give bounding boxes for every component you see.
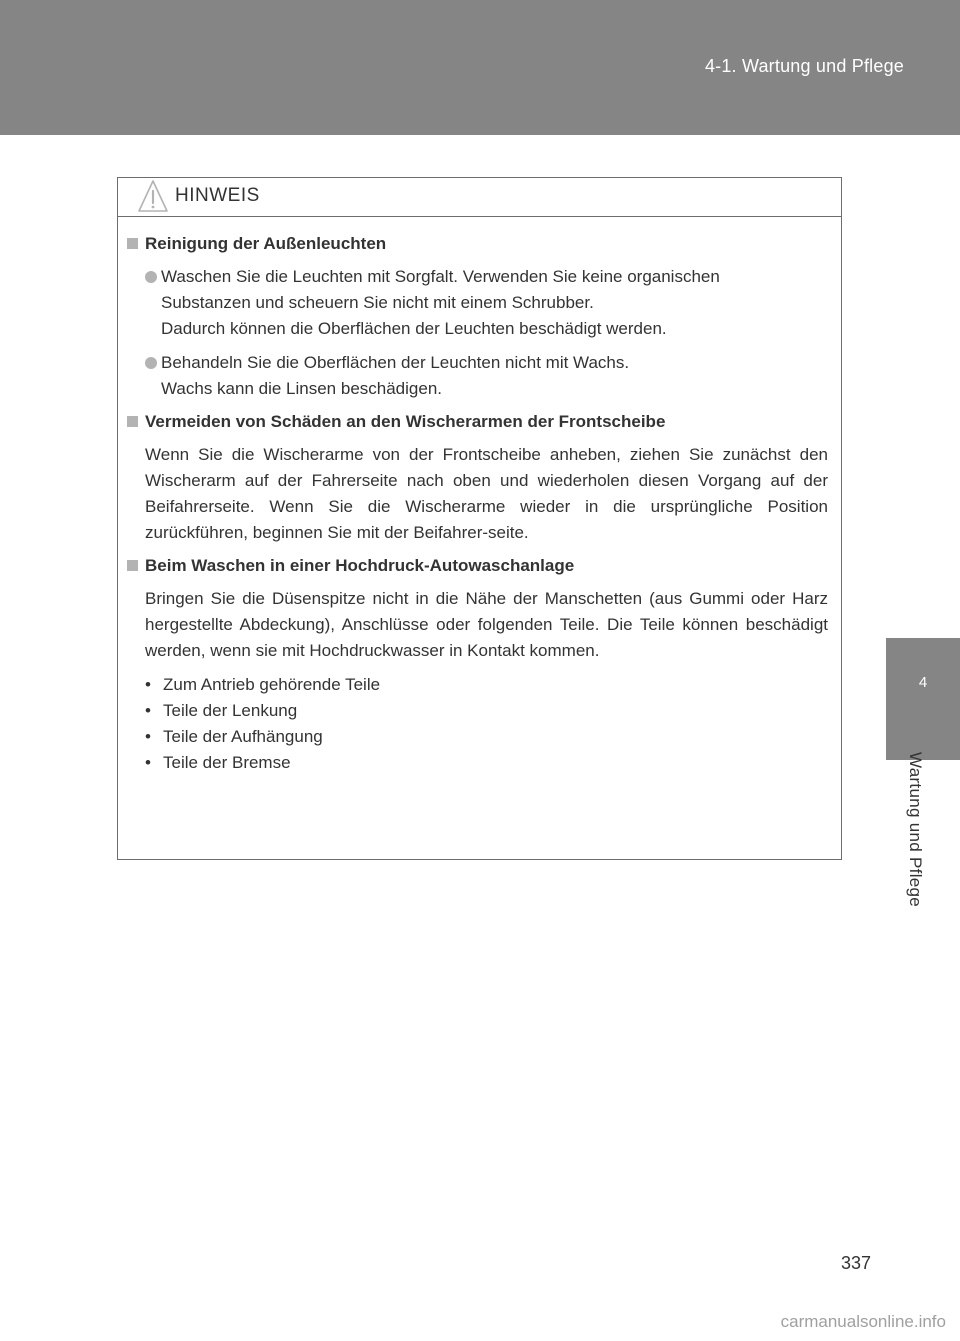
list-item: • Teile der Lenkung <box>145 701 298 720</box>
square-bullet-icon <box>127 238 138 249</box>
notice-body <box>126 232 828 776</box>
chapter-tab[interactable] <box>886 638 960 760</box>
chapter-number: 4 <box>918 674 928 691</box>
watermark: carmanualsonline.info <box>780 1312 946 1331</box>
notice-box <box>117 177 842 860</box>
circle-bullet-icon <box>145 271 157 283</box>
circle-bullet-icon <box>145 357 157 369</box>
section-heading: Reinigung der Außenleuchten <box>126 232 828 256</box>
list-item: • Zum Antrieb gehörende Teile <box>145 675 381 694</box>
chapter-label: Wartung und Pflege <box>906 752 925 908</box>
bullet-item: Behandeln Sie die Oberflächen der Leuchten nicht mit Wachs. Wachs kann die Linsen beschädigen. <box>126 350 828 402</box>
square-bullet-icon <box>127 416 138 427</box>
section-heading: Vermeiden von Schäden an den Wischerarmen der Frontscheibe <box>126 410 828 434</box>
parts-list <box>126 672 828 776</box>
list-item: • Teile der Aufhängung <box>145 727 323 746</box>
list-item: • Teile der Bremse <box>145 753 291 772</box>
warning-triangle-icon <box>137 178 169 214</box>
section-heading: Beim Waschen in einer Hochdruck-Autowaschanlage <box>126 554 828 578</box>
paragraph: Wenn Sie die Wischerarme von der Frontscheibe anheben, ziehen Sie zunächst den Wischerarm auf der Fahrerseite nach oben und wiederholen diesen Vorgang auf der Beifahrerseite. Wenn Sie die Wischerarme wieder in die ursprüngliche Position zurückführen, beginnen Sie mit der Beifahrer-seite. <box>145 445 828 542</box>
bullet-item: Waschen Sie die Leuchten mit Sorgfalt. Verwenden Sie keine organischen Substanzen und scheuern Sie nicht mit einem Schrubber. Dadurch können die Oberflächen der Leuchten beschädigt werden. <box>126 264 828 342</box>
notice-title: HINWEIS <box>175 185 260 206</box>
square-bullet-icon <box>127 560 138 571</box>
page-number: 337 <box>840 1253 871 1273</box>
notice-header <box>118 178 841 217</box>
paragraph: Bringen Sie die Düsenspitze nicht in die Nähe der Manschetten (aus Gummi oder Harz hergestellte Abdeckung), Anschlüsse oder folgenden Teile. Die Teile können beschädigt werden, wenn sie mit Hochdruckwasser in Kontakt kommen. <box>145 589 828 660</box>
section-label: 4-1. Wartung und Pflege <box>704 56 904 76</box>
